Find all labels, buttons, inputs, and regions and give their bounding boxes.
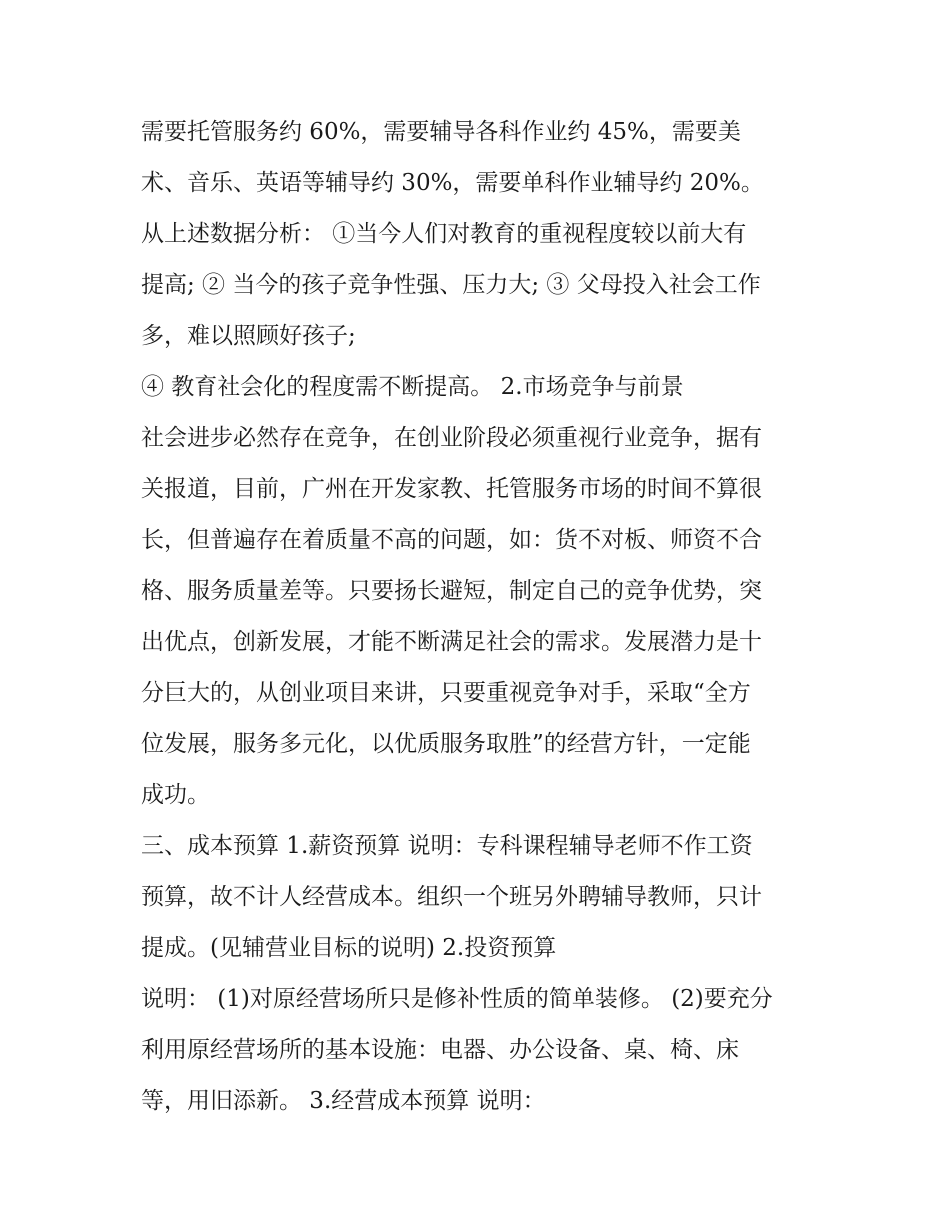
text-line-19: 利用原经营场所的基本设施：电器、办公设备、桌、椅、床 [141,1037,739,1063]
text-line-4: 提高; ② 当今的孩子竞争性强、压力大; ③ 父母投入社会工作 [141,272,761,298]
text-line-5: 多，难以照顾好孩子; [141,323,356,349]
text-line-2: 术、音乐、英语等辅导约 30%，需要单科作业辅导约 20%。 [141,170,764,196]
text-line-9: 长，但普遍存在着质量不高的问题，如：货不对板、师资不合 [141,527,762,553]
text-line-11: 出优点，创新发展，才能不断满足社会的需求。发展潜力是十 [141,629,762,655]
text-line-3: 从上述数据分析： ①当今人们对教育的重视程度较以前大有 [141,221,747,247]
text-line-7: 社会进步必然存在竞争，在创业阶段必须重视行业竞争，据有 [141,425,762,451]
text-line-12: 分巨大的，从创业项目来讲，只要重视竞争对手，采取“全方 [141,680,751,706]
text-line-8: 关报道，目前，广州在开发家教、托管服务市场的时间不算很 [141,476,762,502]
text-line-18: 说明： (1)对原经营场所只是修补性质的简单装修。 (2)要充分 [141,986,773,1012]
text-line-6: ④ 教育社会化的程度需不断提高。 2.市场竞争与前景 [141,374,684,400]
text-line-14: 成功。 [141,782,210,808]
document-body [141,107,831,1127]
text-line-13: 位发展，服务多元化，以优质服务取胜”的经营方针，一定能 [141,731,751,757]
text-line-15: 三、成本预算 1.薪资预算 说明：专科课程辅导老师不作工资 [141,833,753,859]
text-line-17: 提成。(见辅营业目标的说明) 2.投资预算 [141,935,557,961]
text-line-16: 预算，故不计人经营成本。组织一个班另外聘辅导教师，只计 [141,884,762,910]
text-line-10: 格、服务质量差等。只要扬长避短，制定自己的竞争优势，突 [141,578,762,604]
text-line-20: 等，用旧添新。 3.经营成本预算 说明： [141,1088,546,1114]
text-line-1: 需要托管服务约 60%，需要辅导各科作业约 45%，需要美 [141,119,741,145]
